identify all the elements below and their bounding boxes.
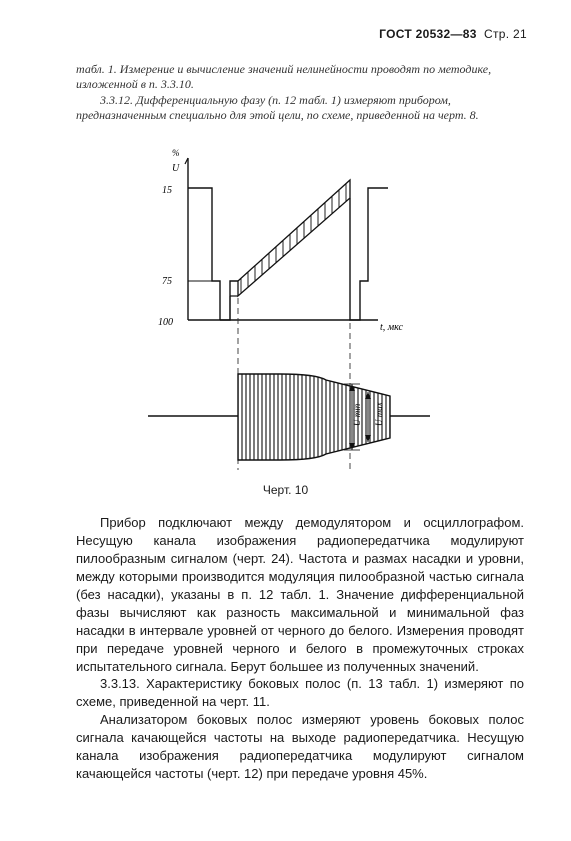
body-paragraph-3: Анализатором боковых полос измеряют уровень боковых полос сигнала качающейся частоты на выходе радиопередатчика. Несущую канала изображения радиопередатчика модулируют сигналом качающейся частоты (черт. 12) при передаче уровня 45%.: [76, 712, 524, 781]
u-min-label: U min: [352, 403, 362, 426]
standard-number: ГОСТ 20532—83: [379, 27, 477, 41]
body-paragraph-1: Прибор подключают между демодулятором и осциллографом. Несущую канала изображения радиопередатчика модулируют пилообразным сигналом (черт. 24). Частота и размах насадки и уровни, между которыми производится модуляция пилообразной частью сигнала (без насадки), указаны в п. 12 табл. 1. Значение дифференциальной фазы вычисляют как разность максимальной и минимальной фаз насадки в интервале уровней от черного до белого. Измерения проводят при передаче уровней черного и белого в промежуточных строках испытательного сигнала. Берут большее из полученных значений.: [76, 515, 524, 674]
ramp-band: [238, 180, 350, 296]
top-paragraph-1: табл. 1. Измерение и вычисление значений нелинейности проводят по методике, изложенной в п. 3.3.10.: [76, 62, 492, 91]
tick-label-75: 75: [162, 276, 172, 287]
body-paragraph-2: 3.3.13. Характеристику боковых полос (п. 13 табл. 1) измеряют по схеме, приведенной на черт. 11.: [76, 676, 524, 709]
figure-caption: Черт. 10: [262, 483, 309, 497]
page-header: [379, 27, 527, 41]
page-number: Стр. 21: [484, 27, 527, 41]
phase-envelope: [148, 374, 430, 460]
y-unit-u: U: [172, 163, 180, 174]
top-paragraph-2: 3.3.12. Дифференциальную фазу (п. 12 табл. 1) измеряют прибором, предназначенным специально для этой цели, по схеме, приведенной на черт. 8.: [76, 93, 479, 122]
u-max-label: U max: [374, 402, 384, 426]
y-unit-percent: %: [172, 148, 180, 158]
x-axis-label: t, мкс: [380, 322, 403, 333]
tick-label-100: 100: [158, 317, 173, 328]
tick-label-15: 15: [162, 185, 172, 196]
envelope-shape: [238, 374, 390, 460]
figure-10: [140, 148, 440, 478]
